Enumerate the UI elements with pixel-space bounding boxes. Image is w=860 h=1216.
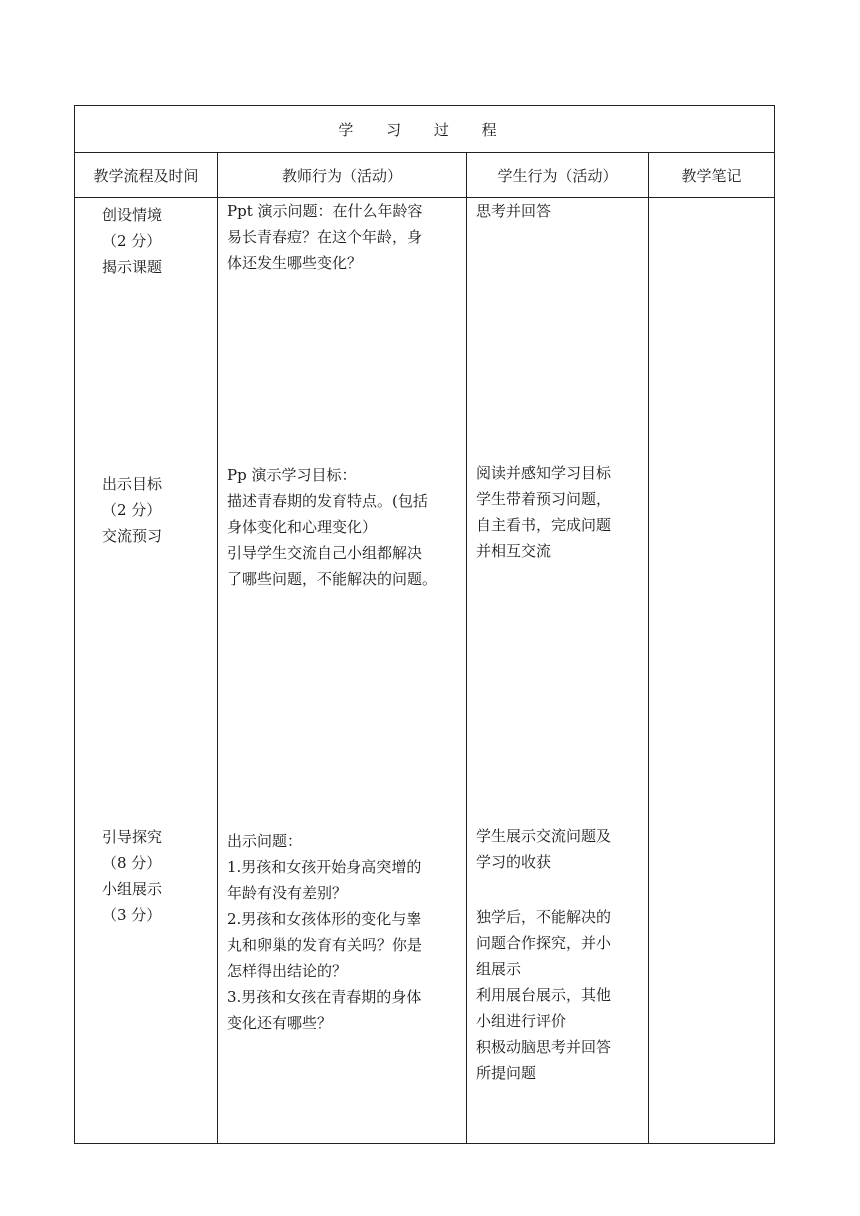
- header-student-activity: 学生行为（活动）: [467, 153, 649, 198]
- stage-line: 创设情境: [102, 206, 163, 224]
- teacher-line: Ppt 演示问题：在什么年龄容: [227, 202, 423, 220]
- teacher-line: 了哪些问题，不能解决的问题。: [227, 570, 438, 588]
- stage-line: 引导探究: [102, 828, 163, 846]
- student-line: 组展示: [476, 960, 522, 978]
- student-line: 并相互交流: [476, 542, 552, 560]
- header-teaching-notes: 教学笔记: [649, 153, 775, 198]
- stage-line: 出示目标: [102, 475, 163, 493]
- stage-block-3: [102, 824, 162, 928]
- teacher-line: 怎样得出结论的？: [227, 962, 348, 980]
- teacher-block-2: [227, 462, 437, 592]
- student-block-2: [476, 460, 611, 564]
- teacher-line: 体还发生哪些变化？: [227, 254, 363, 272]
- teacher-line: 丸和卵巢的发育有关吗？你是: [227, 936, 423, 954]
- stage-line: （8 分）: [102, 854, 162, 872]
- stage-line: （2 分）: [102, 501, 162, 519]
- notes-column: [649, 198, 775, 1144]
- student-line: 所提问题: [476, 1064, 537, 1082]
- student-line: 问题合作探究，并小: [476, 934, 612, 952]
- student-line: 小组进行评价: [476, 1012, 567, 1030]
- lesson-process-table: [74, 105, 775, 1144]
- process-column: [75, 198, 218, 1144]
- student-line: 独学后，不能解决的: [476, 908, 612, 926]
- student-line: 阅读并感知学习目标: [476, 464, 612, 482]
- teacher-block-1: [227, 198, 423, 276]
- teacher-line: 易长青春痘？在这个年龄，身: [227, 228, 423, 246]
- student-line: 利用展台展示，其他: [476, 986, 612, 1004]
- stage-line: 交流预习: [102, 527, 163, 545]
- teacher-line: 变化还有哪些？: [227, 1014, 333, 1032]
- student-line: 学习的收获: [476, 853, 552, 871]
- stage-line: 小组展示: [102, 880, 163, 898]
- table-title: 学 习 过 程: [75, 106, 775, 153]
- teacher-line: 出示问题：: [227, 832, 303, 850]
- student-block-1: [476, 198, 551, 224]
- student-line: 自主看书，完成问题: [476, 516, 612, 534]
- stage-block-1: [102, 202, 162, 280]
- teacher-column: [218, 198, 467, 1144]
- teacher-line: Pp 演示学习目标：: [227, 466, 357, 484]
- student-line: 思考并回答: [476, 202, 552, 220]
- header-process-time: 教学流程及时间: [75, 153, 218, 198]
- teacher-line: 年龄有没有差别？: [227, 884, 348, 902]
- teacher-line: 1.男孩和女孩开始身高突增的: [227, 858, 422, 876]
- student-block-4: [476, 904, 611, 1086]
- teacher-line: 身体变化和心理变化）: [227, 518, 378, 536]
- stage-block-2: [102, 471, 162, 549]
- teacher-line: 2.男孩和女孩体形的变化与睾: [227, 910, 422, 928]
- stage-line: （2 分）: [102, 232, 162, 250]
- teacher-line: 3.男孩和女孩在青春期的身体: [227, 988, 422, 1006]
- student-column: [467, 198, 649, 1144]
- student-block-3: [476, 823, 611, 875]
- teacher-block-3: [227, 828, 422, 1036]
- teacher-line: 引导学生交流自己小组都解决: [227, 544, 423, 562]
- stage-line: 揭示课题: [102, 258, 163, 276]
- student-line: 学生展示交流问题及: [476, 827, 612, 845]
- teacher-line: 描述青春期的发育特点。(包括: [227, 492, 428, 510]
- header-teacher-activity: 教师行为（活动）: [218, 153, 467, 198]
- student-line: 积极动脑思考并回答: [476, 1038, 612, 1056]
- student-line: 学生带着预习问题，: [476, 490, 612, 508]
- stage-line: （3 分）: [102, 906, 162, 924]
